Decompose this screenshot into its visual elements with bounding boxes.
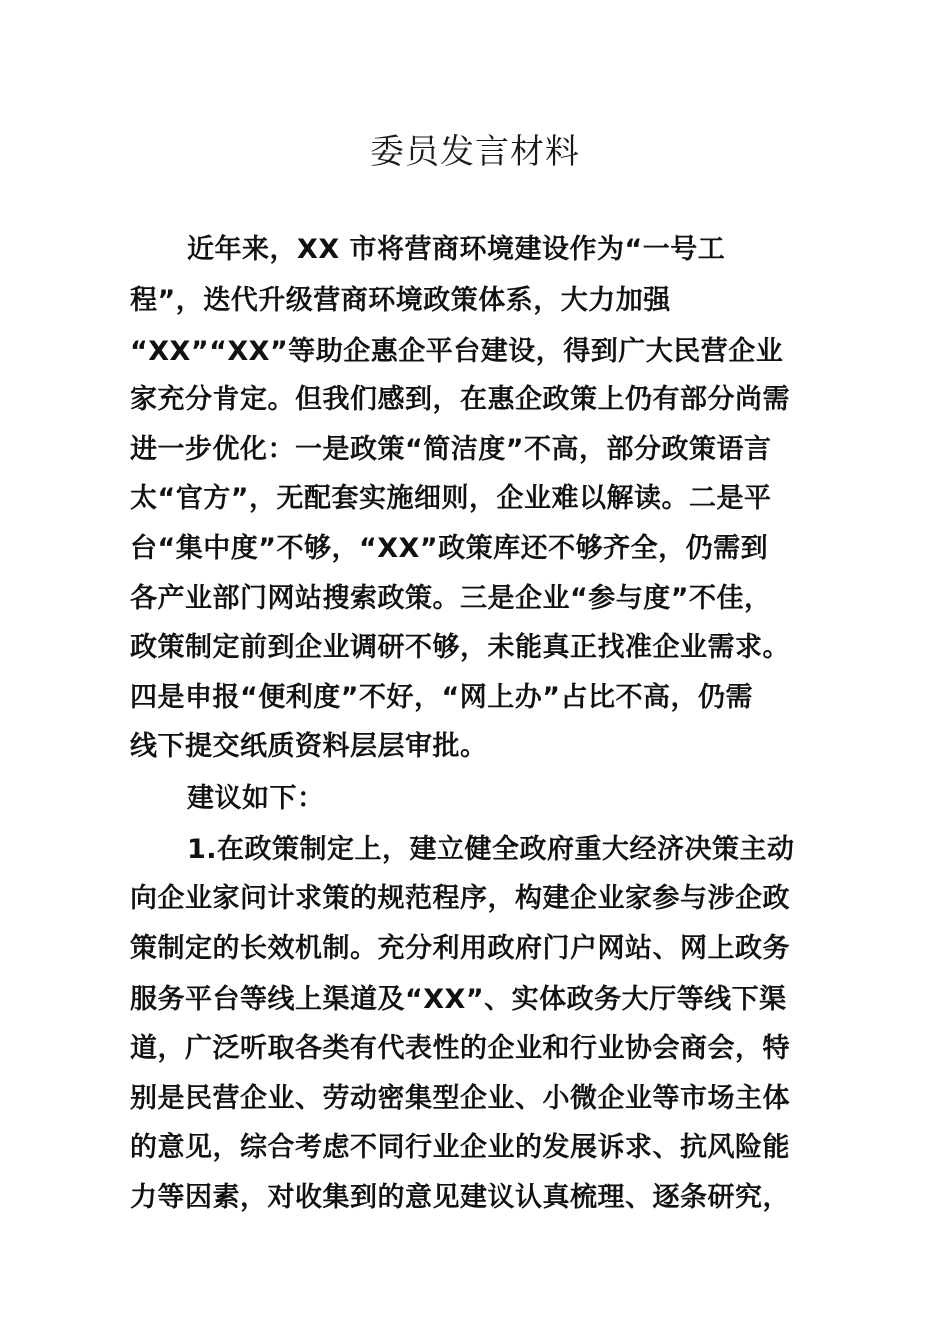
- paragraph-line: 别是民营企业、劳动密集型企业、小微企业等市场主体: [130, 1083, 790, 1114]
- paragraph-line: 政策制定前到企业调研不够，未能真正找准企业需求。: [130, 632, 790, 663]
- paragraph-line: “XX”“XX”等助企惠企平台建设，得到广大民营企业: [130, 336, 784, 367]
- paragraph-line: 进一步优化：一是政策“简洁度”不高，部分政策语言: [130, 434, 772, 465]
- paragraph-line: 太“官方”，无配套实施细则，企业难以解读。二是平: [130, 483, 772, 514]
- paragraph-line: 1.在政策制定上，建立健全政府重大经济决策主动: [187, 834, 795, 865]
- paragraph-line: 近年来，XX 市将营商环境建设作为“一号工: [187, 234, 726, 265]
- suggestions-heading: 建议如下：: [187, 783, 325, 814]
- paragraph-line: 台“集中度”不够，“XX”政策库还不够齐全，仍需到: [130, 533, 769, 564]
- paragraph-line: 四是申报“便利度”不好，“网上办”占比不高，仍需: [130, 682, 753, 713]
- paragraph-line: 程”，迭代升级营商环境政策体系，大力加强: [130, 285, 671, 316]
- document-title: 委员发言材料: [370, 132, 580, 172]
- paragraph-line: 策制定的长效机制。充分利用政府门户网站、网上政务: [130, 933, 790, 964]
- paragraph-line: 各产业部门网站搜索政策。三是企业“参与度”不佳，: [130, 583, 772, 614]
- paragraph-line: 线下提交纸质资料层层审批。: [130, 731, 488, 762]
- paragraph-line: 向企业家问计求策的规范程序，构建企业家参与涉企政: [130, 883, 790, 914]
- paragraph-line: 服务平台等线上渠道及“XX”、实体政务大厅等线下渠: [130, 984, 787, 1015]
- paragraph-line: 家充分肯定。但我们感到，在惠企政策上仍有部分尚需: [130, 384, 790, 415]
- paragraph-line: 力等因素，对收集到的意见建议认真梳理、逐条研究，: [130, 1182, 790, 1213]
- paragraph-line: 道，广泛听取各类有代表性的企业和行业协会商会，特: [130, 1033, 790, 1064]
- paragraph-line: 的意见，综合考虑不同行业企业的发展诉求、抗风险能: [130, 1132, 790, 1163]
